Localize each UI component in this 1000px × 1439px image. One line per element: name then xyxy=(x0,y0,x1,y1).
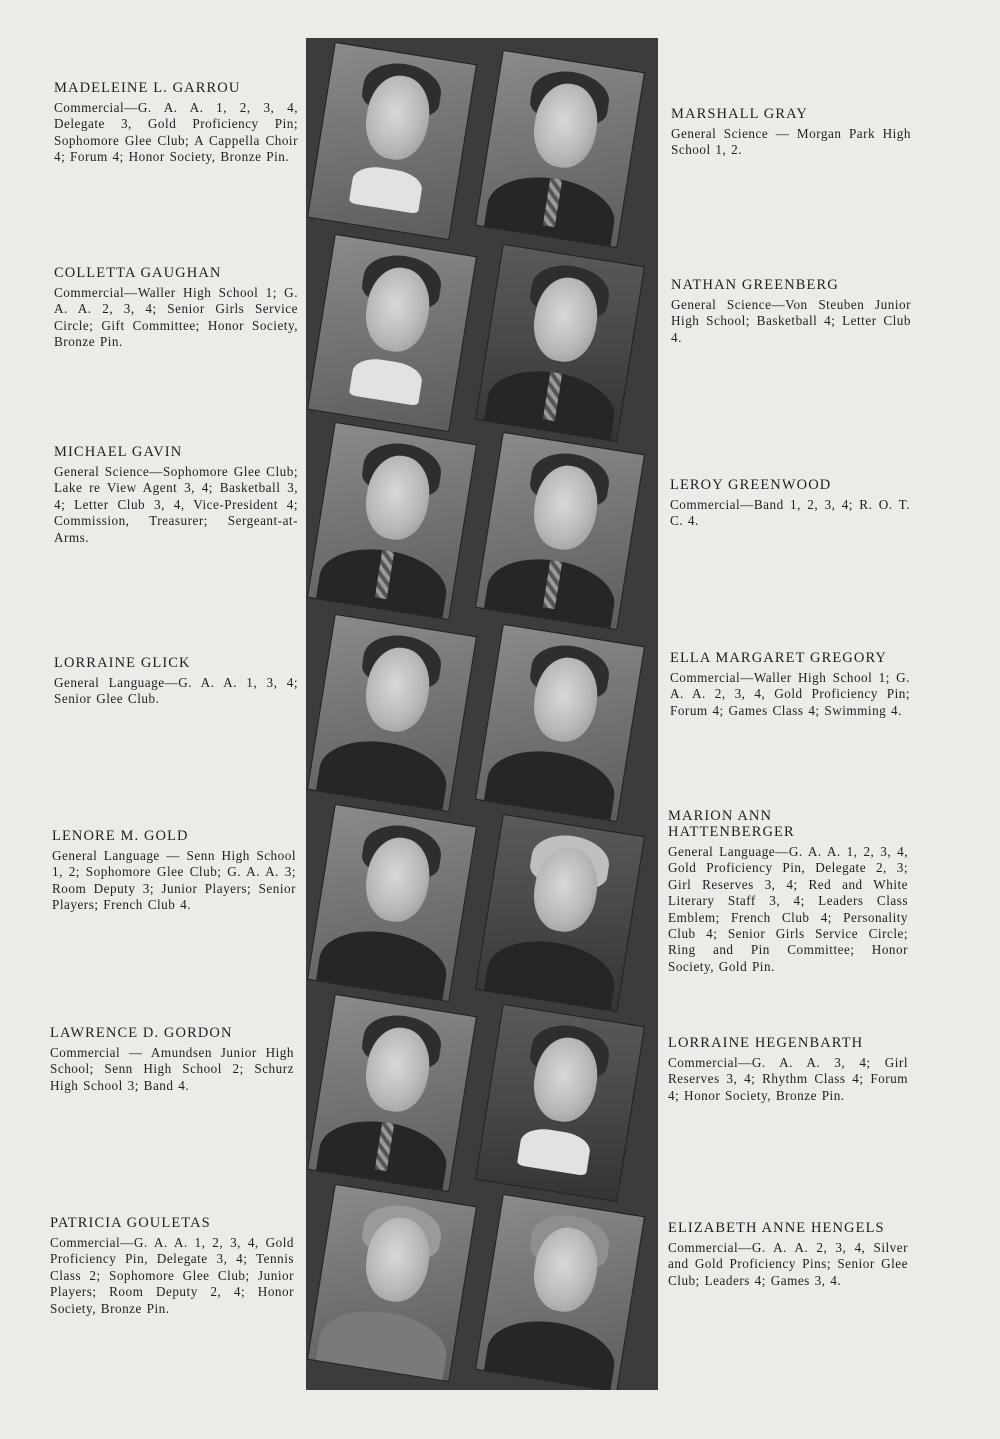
student-description: Commercial—Band 1, 2, 3, 4; R. O. T. C. 4. xyxy=(670,497,910,529)
student-entry-hattenberger xyxy=(668,808,908,975)
student-name: PATRICIA GOULETAS xyxy=(50,1215,211,1231)
student-name: COLLETTA GAUGHAN xyxy=(54,265,222,281)
portrait-photo xyxy=(475,814,645,1012)
student-name: LEROY GREENWOOD xyxy=(670,477,832,493)
student-description: General Language — Senn High School 1, 2; Sophomore Glee Club; G. A. A. 3; Room Deputy 3; Junior Players; Senior Players; French Club 4. xyxy=(52,848,296,913)
student-description: Commercial—G. A. A. 1, 2, 3, 4, Delegate 3, Gold Proficiency Pin; Sophomore Glee Club; A Cappella Choir 4; Forum 4; Honor Society, Bronze Pin. xyxy=(54,100,298,165)
student-description: General Language—G. A. A. 1, 3, 4; Senior Glee Club. xyxy=(54,675,298,707)
portrait-photo xyxy=(475,1004,645,1202)
portrait-photo xyxy=(307,42,477,240)
student-description: Commercial—G. A. A. 1, 2, 3, 4, Gold Proficiency Pin, Delegate 3, 4; Tennis Class 2; Sophomore Glee Club; Junior Players; Room Deputy 2, 4; Honor Society, Bronze Pin. xyxy=(50,1235,294,1316)
student-name: MICHAEL GAVIN xyxy=(54,444,183,460)
student-name: ELLA MARGARET GREGORY xyxy=(670,650,887,666)
portrait-photo xyxy=(307,994,477,1192)
student-description: General Science—Von Steuben Junior High School; Basketball 4; Letter Club 4. xyxy=(671,297,911,345)
student-entry-gaughan xyxy=(54,265,298,351)
student-description: Commercial—G. A. A. 2, 3, 4, Silver and Gold Proficiency Pins; Senior Glee Club; Leaders 4; Games 3, 4. xyxy=(668,1240,908,1288)
student-entry-gouletas xyxy=(50,1215,294,1317)
photo-strip xyxy=(306,38,658,1390)
student-description: Commercial—Waller High School 1; G. A. A. 2, 3, 4; Senior Girls Service Circle; Gift Committee; Honor Society, Bronze Pin. xyxy=(54,285,298,350)
portrait-photo xyxy=(475,244,645,442)
portrait-photo xyxy=(307,422,477,620)
portrait-photo xyxy=(475,432,645,630)
student-name: ELIZABETH ANNE HENGELS xyxy=(668,1220,885,1236)
student-name: LENORE M. GOLD xyxy=(52,828,189,844)
student-description: Commercial—G. A. A. 3, 4; Girl Reserves 3, 4; Rhythm Class 4; Forum 4; Honor Society, Bronze Pin. xyxy=(668,1055,908,1103)
portrait-photo xyxy=(307,614,477,812)
student-name: NATHAN GREENBERG xyxy=(671,277,839,293)
portrait-photo xyxy=(307,804,477,1002)
student-entry-greenwood xyxy=(670,477,910,530)
student-name: LAWRENCE D. GORDON xyxy=(50,1025,233,1041)
portrait-photo xyxy=(307,234,477,432)
student-description: General Language—G. A. A. 1, 2, 3, 4, Gold Proficiency Pin, Delegate 2, 3; Girl Reserves 3, 4; Red and White Literary Staff 3, 4; Leaders Class Emblem; French Club 4; Personality Club 4; Senior Girls Service Circle; Ring and Pin Committee; Honor Society, Gold Pin. xyxy=(668,844,908,974)
student-entry-gray xyxy=(671,106,911,159)
student-entry-gordon xyxy=(50,1025,294,1094)
portrait-photo xyxy=(307,1184,477,1382)
student-entry-hegenbarth xyxy=(668,1035,908,1104)
portrait-photo xyxy=(475,1194,645,1390)
student-name: MADELEINE L. GARROU xyxy=(54,80,241,96)
student-entry-garrou xyxy=(54,80,298,166)
student-name: MARSHALL GRAY xyxy=(671,106,808,122)
student-entry-gregory xyxy=(670,650,910,719)
student-description: Commercial—Waller High School 1; G. A. A. 2, 3, 4, Gold Proficiency Pin; Forum 4; Games Class 4; Swimming 4. xyxy=(670,670,910,718)
student-entry-glick xyxy=(54,655,298,708)
student-entry-hengels xyxy=(668,1220,908,1289)
student-name: MARION ANN HATTENBERGER xyxy=(668,808,795,840)
student-entry-greenberg xyxy=(671,277,911,346)
portrait-photo xyxy=(475,624,645,822)
portrait-photo xyxy=(475,50,645,248)
student-entry-gold xyxy=(52,828,296,914)
student-entry-gavin xyxy=(54,444,298,546)
student-name: LORRAINE GLICK xyxy=(54,655,191,671)
student-name: LORRAINE HEGENBARTH xyxy=(668,1035,864,1051)
student-description: General Science—Sophomore Glee Club; Lake re View Agent 3, 4; Basketball 3, 4; Letter Club 3, 4, Vice-President 4; Commission, Treasurer; Sergeant-at-Arms. xyxy=(54,464,298,545)
student-description: Commercial — Amundsen Junior High School; Senn High School 2; Schurz High School 3; Band 4. xyxy=(50,1045,294,1093)
student-description: General Science — Morgan Park High School 1, 2. xyxy=(671,126,911,158)
